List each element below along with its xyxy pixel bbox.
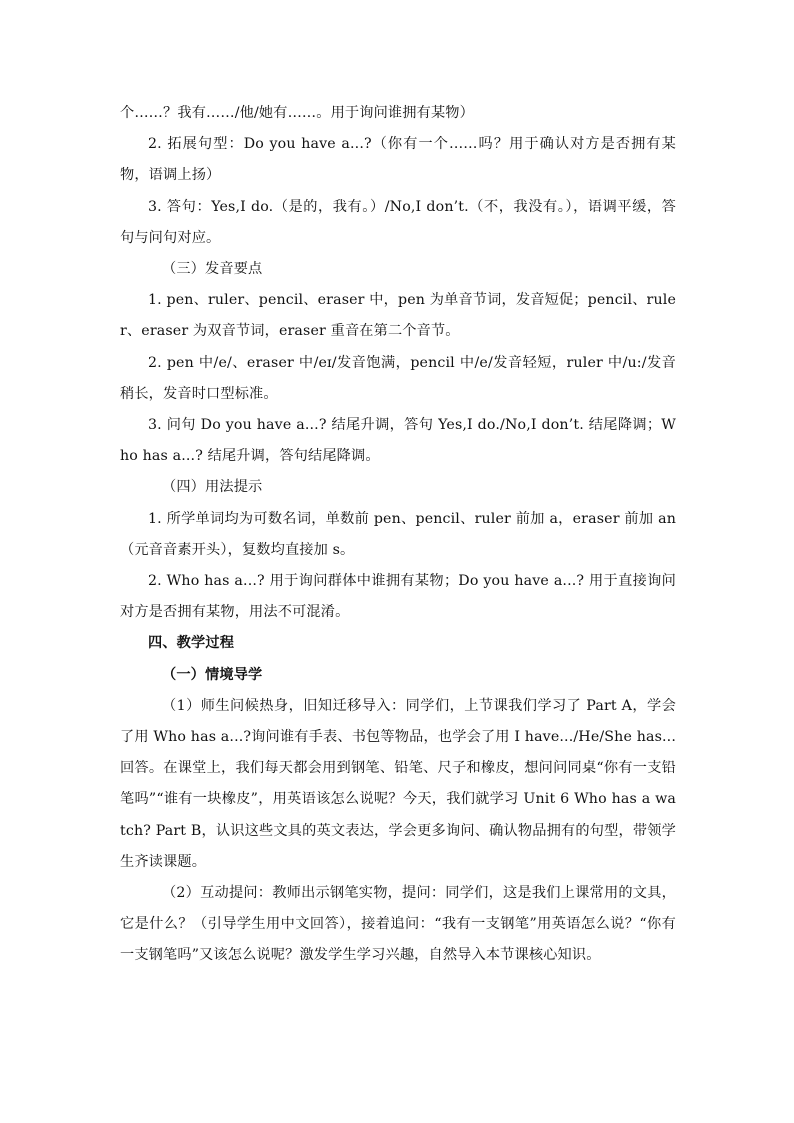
paragraph-situational-2: （2）互动提问：教师出示钢笔实物，提问：同学们，这是我们上课常用的文具，它是什么？（引导学生用中文回答），接着追问：“我有一支钢笔”用英语怎么说？“你有一支钢笔吗”又该怎么说呢？激发学生学习兴趣，自然导入本节课核心知识。: [120, 885, 676, 964]
paragraph-pronunciation-2: 2. pen 中/e/、eraser 中/eɪ/发音饱满，pencil 中/e/发音轻短，ruler 中/u:/发音稍长，发音时口型标准。: [120, 354, 676, 402]
paragraph-usage-2: 2. Who has a...? 用于询问群体中谁拥有某物；Do you have a...? 用于直接询问对方是否拥有某物，用法不可混淆。: [120, 573, 676, 621]
section-heading-teaching-process: 四、教学过程: [148, 635, 235, 652]
section-heading-situational: （一）情境导学: [162, 666, 263, 683]
section-heading-pronunciation: （三）发音要点: [162, 261, 263, 278]
paragraph-pronunciation-1: 1. pen、ruler、pencil、eraser 中，pen 为单音节词，发音短促；pencil、ruler、eraser 为双音节词，eraser 重音在第二个音节。: [120, 292, 676, 340]
paragraph-continuation: 个……？我有……/他/她有……。用于询问谁拥有某物）: [120, 105, 474, 121]
section-heading-usage: （四）用法提示: [162, 479, 263, 496]
paragraph-usage-1: 1. 所学单词均为可数名词，单数前 pen、pencil、ruler 前加 a，eraser 前加 an（元音音素开头），复数均直接加 s。: [120, 510, 676, 558]
paragraph-situational-1: （1）师生问候热身，旧知迁移导入：同学们，上节课我们学习了 Part A，学会了用 Who has a...?询问谁有手表、书包等物品，也学会了用 I have.../He/She has...回答。在课堂上，我们每天都会用到钢笔、铅笔、尺子和橡皮，想问问同桌“你有一支铅笔吗”“谁有一块橡皮”，用英语该怎么说呢？今天，我们就学习 Unit 6 Who has a watch? Part B，认识这些文具的英文表达，学会更多询问、确认物品拥有的句型，带领学生齐读课题。: [120, 697, 676, 870]
paragraph-extended-pattern: 2. 拓展句型：Do you have a...?（你有一个……吗？用于确认对方是否拥有某物，语调上扬）: [120, 136, 676, 184]
paragraph-pronunciation-3: 3. 问句 Do you have a...? 结尾升调，答句 Yes,I do./No,I don’t. 结尾降调；Who has a...? 结尾升调，答句结尾降调。: [120, 417, 676, 465]
paragraph-answer-pattern: 3. 答句：Yes,I do.（是的，我有。）/No,I don’t.（不，我没有。），语调平缓，答句与问句对应。: [120, 198, 676, 246]
